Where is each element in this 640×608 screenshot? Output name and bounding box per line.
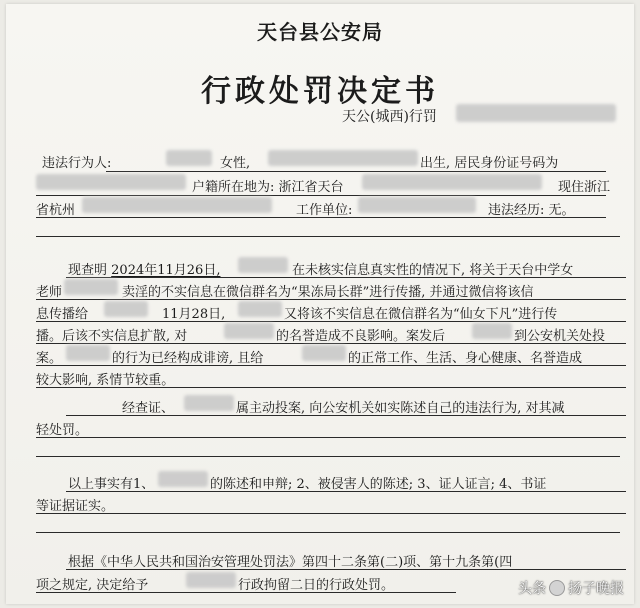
- facts-spread-to: 息传播给: [36, 307, 89, 322]
- redacted-address: [82, 197, 272, 213]
- redacted-offender-2: [238, 301, 282, 317]
- offender-label: 违法行为人:: [42, 156, 112, 171]
- redacted-offender-7: [186, 572, 236, 588]
- offender-birth-id: 出生, 居民身份证号码为: [420, 156, 559, 171]
- redacted-victim-2: [302, 345, 346, 361]
- offender-gender: 女性,: [220, 156, 251, 171]
- mitigation-line-1a: 经查证、: [122, 401, 175, 416]
- facts-line-5a: 案。: [36, 351, 63, 366]
- watermark-name: 扬子晚报: [568, 581, 624, 597]
- redacted-offender-1: [238, 257, 288, 273]
- facts-date-2: 11月28日,: [162, 307, 226, 322]
- redacted-doc-number: [456, 104, 616, 122]
- redacted-id-number: [36, 174, 186, 190]
- redacted-recipient: [104, 301, 148, 317]
- offender-record: 违法经历: 无。: [488, 203, 575, 218]
- facts-found: 现查明: [68, 263, 108, 278]
- redacted-birthdate: [268, 150, 418, 166]
- facts-line-4a: 播。后该不实信息扩散, 对: [36, 329, 188, 344]
- at-icon: [549, 580, 565, 596]
- source-watermark: [518, 578, 624, 598]
- redacted-victim-1: [224, 323, 274, 339]
- decision-line-2a: 项之规定, 决定给予: [36, 578, 149, 593]
- evidence-line-1b: 的陈述和申辩; 2、被侵害人的陈述; 3、证人证言; 4、书证: [210, 477, 547, 492]
- facts-line-5c: 的正常工作、生活、身心健康、名誉造成: [348, 351, 583, 366]
- facts-line-5b: 的行为已经构成诽谤, 且给: [112, 351, 264, 366]
- facts-date: 2024年11月26日,: [111, 263, 221, 278]
- document-number: 天公(城西)行罚: [342, 109, 437, 125]
- facts-line-1: [68, 259, 220, 278]
- facts-line-1-rest: 在未核实信息真实性的情况下, 将关于天台中学女: [292, 263, 574, 278]
- decision-line-2b: 行政拘留二日的行政处罚。: [238, 578, 395, 593]
- redacted-name: [166, 150, 212, 166]
- offender-hukou: 户籍所在地为: 浙江省天台: [192, 180, 344, 195]
- redacted-employer: [358, 197, 476, 213]
- offender-residence: 现住浙江: [558, 180, 611, 195]
- facts-line-6: 较大影响, 系情节较重。: [36, 373, 175, 388]
- redacted-offender-4: [66, 345, 110, 361]
- offender-employer: 工作单位:: [296, 203, 353, 218]
- redacted-offender-6: [158, 471, 208, 487]
- facts-teacher: 老师: [36, 285, 63, 300]
- evidence-line-2: 等证据证实。: [36, 499, 115, 514]
- redacted-teacher: [64, 279, 118, 295]
- mitigation-line-2: 轻处罚。: [36, 423, 89, 438]
- redacted-hukou: [362, 174, 542, 190]
- offender-province-city: 省杭州: [36, 203, 76, 218]
- facts-line-2: 卖淫的不实信息在微信群名为“果冻局长群”进行传播, 并通过微信将该信: [122, 285, 534, 300]
- decision-line-1: 根据《中华人民共和国治安管理处罚法》第四十二条第(二)项、第十九条第(四: [68, 555, 513, 570]
- evidence-line-1a: 以上事实有1、: [68, 477, 155, 492]
- redacted-offender-5: [184, 395, 234, 411]
- penalty-decision-document: [6, 4, 634, 604]
- facts-line-4c: 到公安机关处投: [514, 329, 606, 344]
- facts-line-4b: 的名誉造成不良影响。案发后: [276, 329, 446, 344]
- redacted-offender-3: [472, 323, 512, 339]
- mitigation-line-1b: 属主动投案, 向公安机关如实陈述自己的违法行为, 对其减: [236, 401, 565, 416]
- facts-line-3: 又将该不实信息在微信群名为“仙女下凡”进行传: [284, 307, 558, 322]
- watermark-prefix: 头条: [518, 581, 546, 597]
- document-title: 行政处罚决定书: [201, 74, 439, 109]
- issuing-authority: 天台县公安局: [257, 20, 383, 44]
